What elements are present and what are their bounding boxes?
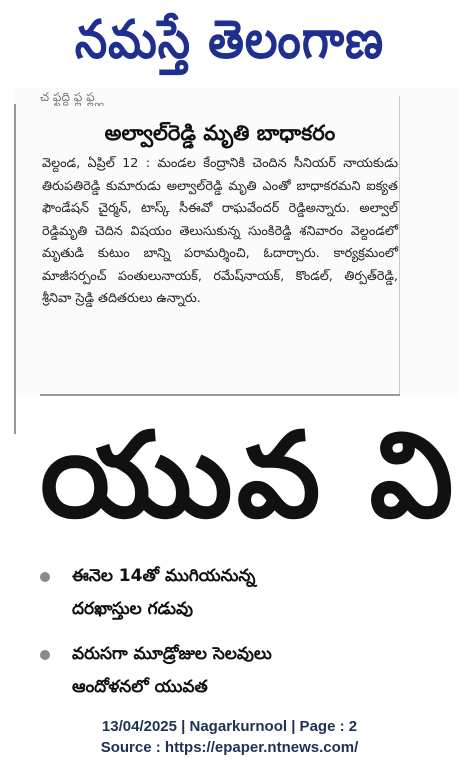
footer-source: Source : https://epaper.ntnews.com/ (100, 739, 359, 756)
footer-date-edition: 13/04/2025 | Nagarkurnool | Page : 2 (101, 718, 358, 735)
bullet-dot-icon (40, 650, 50, 660)
bullet-line: ఈనెల 14తో ముగియనున్న (72, 566, 256, 586)
cut-off-previous-line: చ ఫ్టద్ది ఫ్ల ఫ్ల్గ్గ (40, 92, 104, 104)
clip-border-bottom (40, 394, 400, 396)
article-headline: అల్వాల్‌రెడ్డి మృతి బాధాకరం (104, 121, 336, 145)
bullet-item (40, 638, 440, 704)
bullet-dot-icon (40, 572, 50, 582)
large-headline-area (0, 400, 459, 550)
bullet-line: వరుసగా మూడ్రోజుల సెలవులు (72, 644, 272, 664)
subheading-bullets (40, 560, 440, 716)
large-headline-text: యువ వి (40, 406, 458, 544)
bullet-line: దరఖాస్తుల గడువు (72, 599, 193, 619)
bullet-item (40, 560, 440, 626)
article-body: వెల్దండ, ఏప్రిల్ 12 : మండల కేంద్రానికి చెందిన సీనియర్ నాయకుడు తిరుపతిరెడ్డి కుమారుడు అల్వాల్‌రెడ్డి మృతి ఎంతో బాధాకరమని ఐక్యత ఫౌండేషన్ చైర్మన్, టాస్క్ సీఈవో రాఘవేందర్ రెడ్డిఅన్నారు. అల్వాల్ రెడ్డిమృతి చెదిన విషయం తెలుసుకున్న సుంకిరెడ్డి శనివారం వెల్దండలో మృతుడి కుటుం బాన్ని పరామర్శించి, ఓదార్చారు. కార్యక్రమంలో మాజీసర్పంచ్ పంతులునాయక్, రమేష్‌నాయక్, కొండల్, తిర్పత్‌రెడ్డి, శ్రీనివా స్రెడ్డి తదితరులు ఉన్నారు. (42, 156, 398, 306)
page-footer (0, 716, 459, 758)
clip-border-left (14, 104, 16, 434)
bullet-line: ఆందోళనలో యువత (72, 677, 208, 697)
masthead (0, 0, 459, 80)
newspaper-logo: నమస్తే తెలంగాణ (74, 7, 385, 71)
